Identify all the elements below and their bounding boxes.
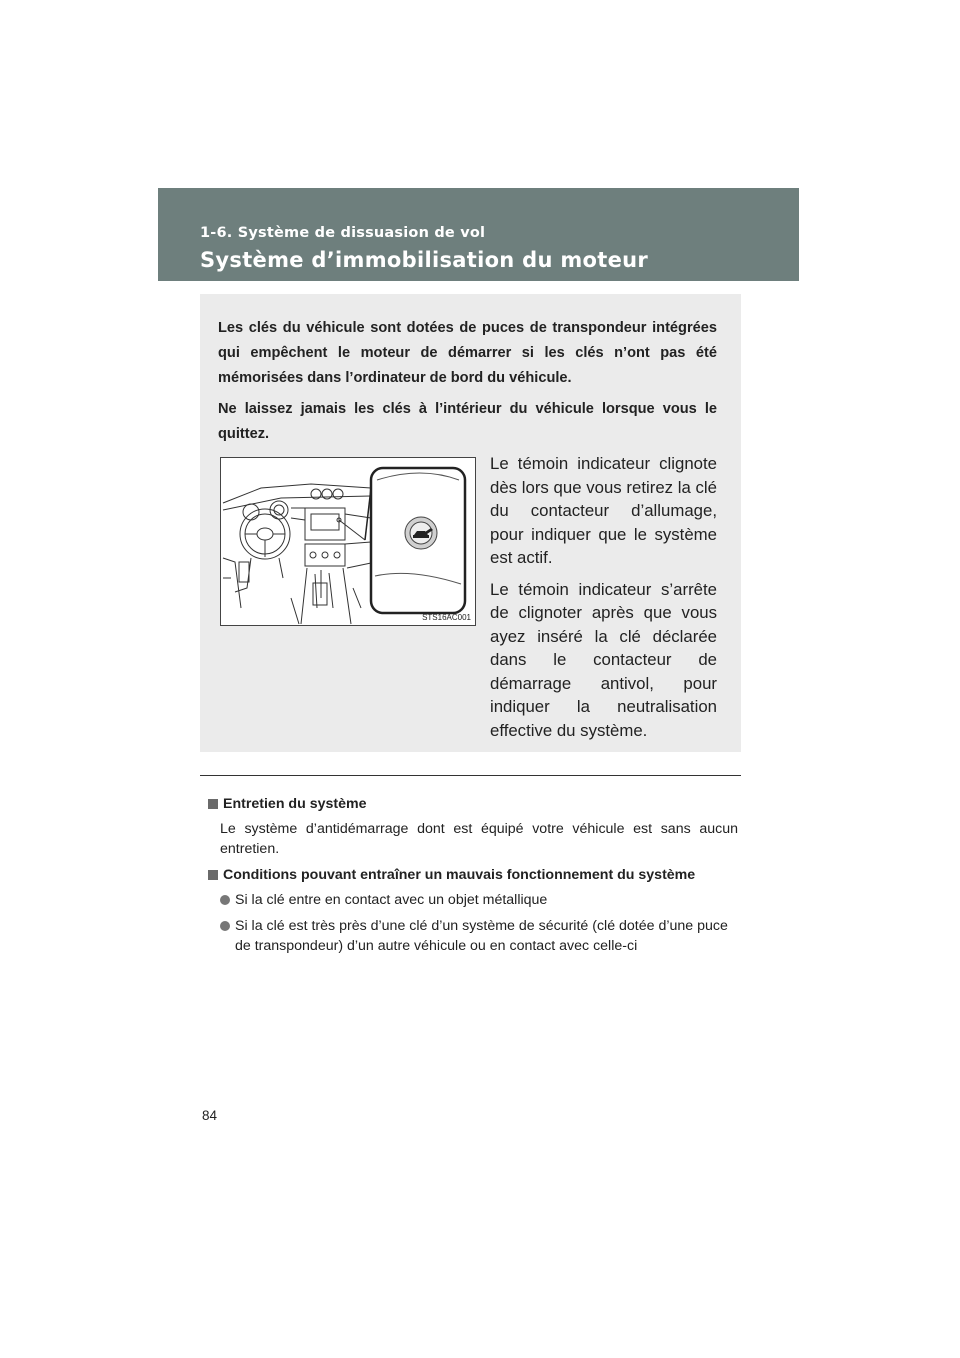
- dashboard-illustration: [220, 457, 476, 626]
- note-heading-conditions: [208, 865, 738, 885]
- section-label: 1-6. Système de dissuasion de vol: [200, 225, 486, 241]
- dashboard-drawing: [221, 458, 475, 625]
- page-number: 84: [202, 1108, 218, 1123]
- page-title: Système d’immobilisation du moteur: [200, 248, 649, 272]
- intro-text: [218, 316, 717, 453]
- indicator-description: [490, 452, 717, 750]
- circle-bullet-icon: [220, 895, 230, 905]
- list-item-text: Si la clé entre en contact avec un objet métallique: [235, 892, 548, 908]
- square-bullet-icon: [208, 799, 218, 809]
- intro-paragraph-1: Les clés du véhicule sont dotées de puces de transpondeur intégrées qui empêchent le moteur de démarrer si les clés n’ont pas été mémorisées dans l’ordinateur de bord du véhicule.: [218, 320, 717, 386]
- description-paragraph-1: Le témoin indicateur clignote dès lors que vous retirez la clé du contacteur d’allumage, pour indiquer que le système est actif.: [490, 454, 717, 567]
- intro-paragraph-2: Ne laissez jamais les clés à l’intérieur du véhicule lorsque vous le quittez.: [218, 401, 717, 442]
- section-divider: [200, 775, 741, 776]
- note-title: Conditions pouvant entraîner un mauvais fonctionnement du système: [223, 867, 696, 883]
- chapter-header: [158, 188, 799, 281]
- description-paragraph-2: Le témoin indicateur s’arrête de clignoter après que vous ayez inséré la clé déclarée dans le contacteur de démarrage antivol, pour indiquer la neutralisation effective du système.: [490, 579, 717, 740]
- note-body: Le système d’antidémarrage dont est équipé votre véhicule est sans aucun entretien.: [220, 821, 738, 857]
- intro-box: [200, 294, 741, 752]
- figure-code: STS16AC001: [422, 613, 471, 622]
- note-title: Entretien du système: [223, 796, 367, 812]
- note-heading-maintenance: [208, 794, 738, 814]
- list-item-text: Si la clé est très près d’une clé d’un système de sécurité (clé dotée d’une puce de transpondeur) d’un autre véhicule ou en contact avec celle-ci: [235, 918, 728, 954]
- square-bullet-icon: [208, 870, 218, 880]
- list-item: [220, 890, 738, 910]
- circle-bullet-icon: [220, 921, 230, 931]
- notes-section: [208, 794, 738, 962]
- list-item: [220, 916, 738, 956]
